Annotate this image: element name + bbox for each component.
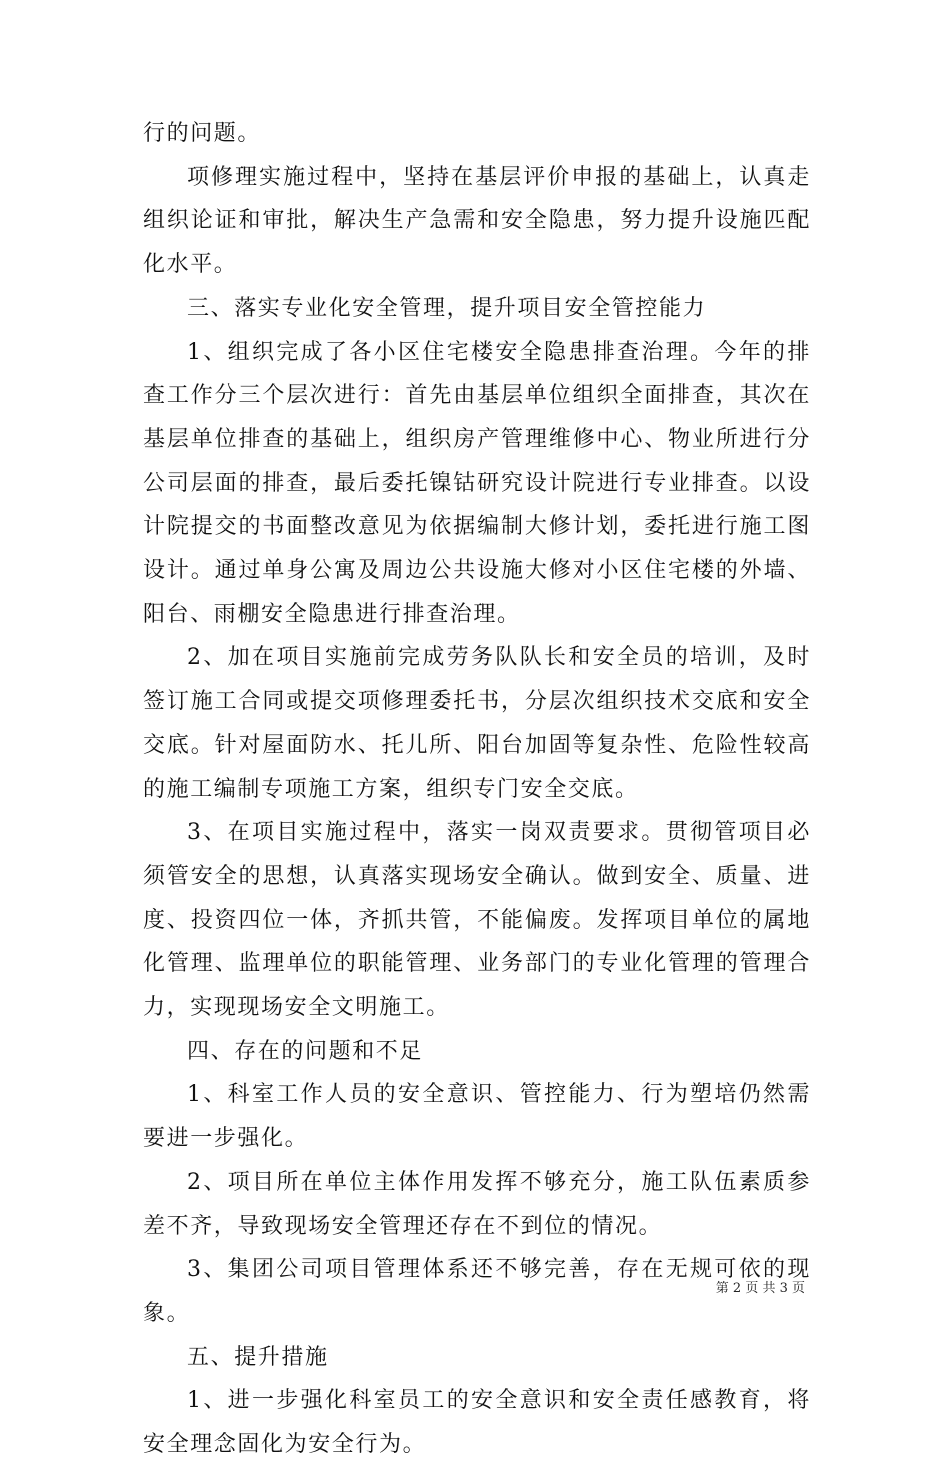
section-heading-four: 四、存在的问题和不足 xyxy=(187,1038,424,1064)
paragraph-issue-1: 1、科室工作人员的安全意识、管控能力、行为塑培仍然需要进一步强化。 xyxy=(143,1082,811,1152)
section-heading-five: 五、提升措施 xyxy=(187,1344,329,1370)
paragraph-item-1-hazard-inspection: 1、组织完成了各小区住宅楼安全隐患排查治理。今年的排查工作分三个层次进行：首先由基层单位组织全面排查，其次在基层单位排查的基础上，组织房产管理维修中心、物业所进行分公司层面的排查，最后委托镍钴研究设计院进行专业排查。以设计院提交的书面整改意见为依据编制大修计划，委托进行施工图设计。通过单身公寓及周边公共设施大修对小区住宅楼的外墙、阳台、雨棚安全隐患进行排查治理。 xyxy=(143,339,811,627)
section-heading-three: 三、落实专业化安全管理，提升项目安全管控能力 xyxy=(187,295,707,321)
document-body xyxy=(143,112,811,1467)
paragraph-issue-2: 2、项目所在单位主体作用发挥不够充分，施工队伍素质参差不齐，导致现场安全管理还存在不到位的情况。 xyxy=(143,1169,811,1239)
paragraph-repair-implementation: 项修理实施过程中，坚持在基层评价申报的基础上，认真走组织论证和审批，解决生产急需和安全隐患，努力提升设施匹配化水平。 xyxy=(143,164,811,278)
page-number-footer: 第 2 页 共 3 页 xyxy=(715,1281,805,1296)
paragraph-measure-1: 1、进一步强化科室员工的安全意识和安全责任感教育，将安全理念固化为安全行为。 xyxy=(143,1388,811,1458)
paragraph-continuation: 行的问题。 xyxy=(143,121,262,146)
paragraph-issue-3: 3、集团公司项目管理体系还不够完善，存在无规可依的现象。 xyxy=(143,1257,811,1326)
paragraph-item-3-responsibility: 3、在项目实施过程中，落实一岗双责要求。贯彻管项目必须管安全的思想，认真落实现场安全确认。做到安全、质量、进度、投资四位一体，齐抓共管，不能偏废。发挥项目单位的属地化管理、监理单位的职能管理、业务部门的专业化管理的管理合力，实现现场安全文明施工。 xyxy=(143,820,811,1021)
paragraph-item-2-training: 2、加在项目实施前完成劳务队队长和安全员的培训，及时签订施工合同或提交项修理委托书，分层次组织技术交底和安全交底。针对屋面防水、托儿所、阳台加固等复杂性、危险性较高的施工编制专项施工方案，组织专门安全交底。 xyxy=(143,645,811,802)
